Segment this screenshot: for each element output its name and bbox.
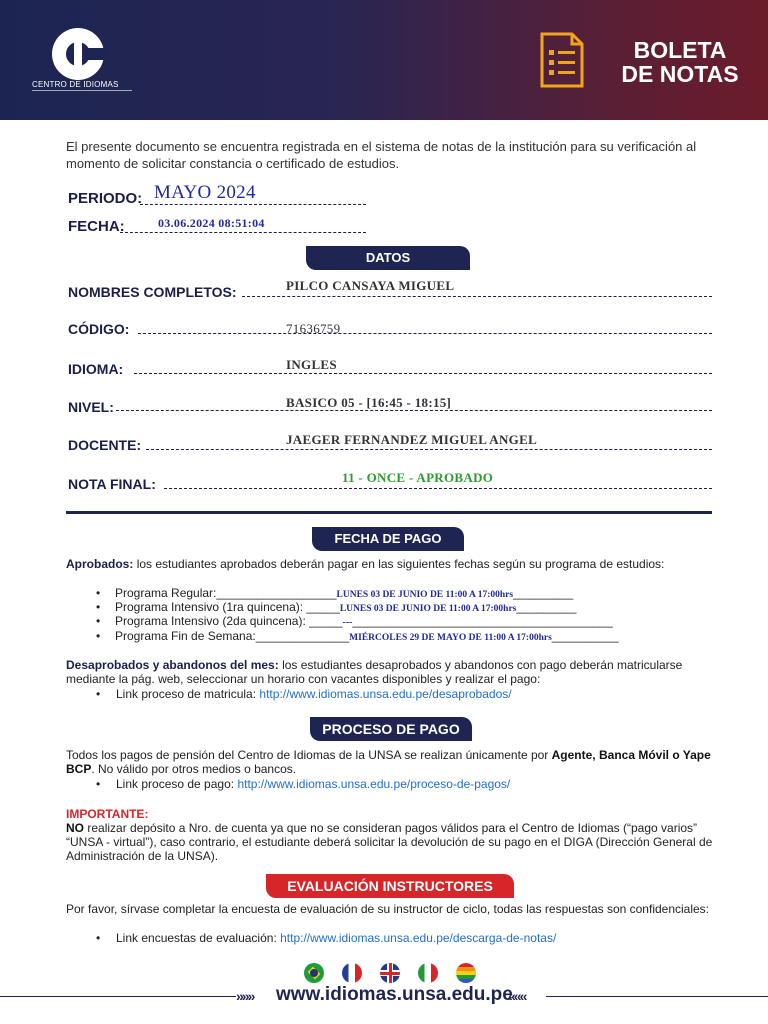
france-flag-icon xyxy=(342,963,362,983)
fecha-pago-section-title: FECHA DE PAGO xyxy=(312,527,464,551)
nivel-value: BASICO 05 - [16:45 - 18:15] xyxy=(286,395,452,410)
programa-fin-semana-item: Programa Fin de Semana:______________MIÉRCOLES 29 DE MAYO DE 11:00 A 17:00hrs__________ xyxy=(115,629,619,643)
centro-idiomas-logo xyxy=(32,28,132,98)
codigo-label: CÓDIGO: xyxy=(68,321,130,337)
nombres-label: NOMBRES COMPLETOS: xyxy=(68,284,237,300)
proceso-pago-paragraph: Todos los pagos de pensión del Centro de Idiomas de la UNSA se realizan únicamente por Agente, Banca Móvil o Yape BCP. No válido por otros medios o bancos. xyxy=(66,748,711,776)
idioma-label: IDIOMA: xyxy=(68,361,124,377)
footer-website-url[interactable]: www.idiomas.unsa.edu.pe xyxy=(276,984,513,1005)
nivel-label: NIVEL: xyxy=(68,399,114,415)
programa-intensivo-2-item: Programa Intensivo (2da quincena): _____---_______________________________________ xyxy=(115,614,613,628)
programa-intensivo-1-item: Programa Intensivo (1ra quincena): _____LUNES 03 DE JUNIO DE 11:00 A 17:00hrs_________ xyxy=(115,600,577,614)
rainbow-flag-icon xyxy=(456,963,476,983)
fecha-value: 03.06.2024 08:51:04 xyxy=(158,216,265,230)
periodo-value: MAYO 2024 xyxy=(154,182,256,203)
periodo-label: PERIODO: xyxy=(68,190,143,207)
programa-fin-semana-date: MIÉRCOLES 29 DE MAYO DE 11:00 A 17:00hrs xyxy=(349,633,552,643)
document-title: BOLETA DE NOTAS xyxy=(621,37,739,87)
desaprobados-label: Desaprobados y abandonos del mes: xyxy=(66,658,279,672)
desaprobados-paragraph: Desaprobados y abandonos del mes: los estudiantes desaprobados y abandonos con pago deberán matricularse mediante la pág. web, seleccionar un horario con vacantes disponibles y realizar el pago: xyxy=(66,658,683,686)
uk-flag-icon xyxy=(380,963,400,983)
programa-intensivo-1-date: LUNES 03 DE JUNIO DE 11:00 A 17:00hrs xyxy=(339,604,517,614)
fecha-label: FECHA: xyxy=(68,218,125,235)
intro-paragraph: El presente documento se encuentra registrada en el sistema de notas de la institución para su verificación al momento de solicitar constancia o certificado de estudios. xyxy=(66,139,697,171)
evaluacion-paragraph: Por favor, sírvase completar la encuesta de evaluación de su instructor de ciclo, todas las respuestas son confidenciales: xyxy=(66,902,710,916)
logo-text: CENTRO DE IDIOMAS xyxy=(32,80,119,89)
matricula-link-item: Link proceso de matricula: http://www.idiomas.unsa.edu.pe/desaprobados/ xyxy=(116,687,512,701)
section-divider xyxy=(66,511,712,514)
importante-paragraph: NO realizar depósito a Nro. de cuenta ya que no se consideran pagos válidos para el Centro de Idiomas (“pago varios” “UNSA - virtual”), caso contrario, el estudiante deberá solicitar la devolución de su pago en el DIGA (Dirección General de Administración de la UNSA). xyxy=(66,821,713,863)
evaluacion-link-item: Link encuestas de evaluación: http://www.idiomas.unsa.edu.pe/descarga-de-notas/ xyxy=(116,931,557,945)
proceso-pago-link-item: Link proceso de pago: http://www.idiomas.unsa.edu.pe/proceso-de-pagos/ xyxy=(116,777,511,791)
footer-arrows-left: »»» xyxy=(236,988,254,1004)
docente-label: DOCENTE: xyxy=(68,437,142,453)
matricula-link[interactable]: http://www.idiomas.unsa.edu.pe/desaprobados/ xyxy=(259,687,512,701)
docente-value: JAEGER FERNANDEZ MIGUEL ANGEL xyxy=(286,432,538,447)
datos-section-title: DATOS xyxy=(306,246,470,270)
aprobados-paragraph: Aprobados: los estudiantes aprobados deberán pagar en las siguientes fechas según su programa de estudios: xyxy=(66,557,665,571)
aprobados-label: Aprobados: xyxy=(66,557,134,571)
nota-final-label: NOTA FINAL: xyxy=(68,476,156,492)
importante-label: IMPORTANTE: xyxy=(66,807,149,821)
proceso-pago-section-title: PROCESO DE PAGO xyxy=(310,717,472,741)
proceso-pago-link[interactable]: http://www.idiomas.unsa.edu.pe/proceso-de-pagos/ xyxy=(237,777,511,791)
italy-flag-icon xyxy=(418,963,438,983)
evaluacion-link[interactable]: http://www.idiomas.unsa.edu.pe/descarga-de-notas/ xyxy=(280,931,557,945)
programa-regular-item: Programa Regular:__________________LUNES 03 DE JUNIO DE 11:00 A 17:00hrs_________ xyxy=(115,586,574,600)
programa-intensivo-2-date: --- xyxy=(342,617,353,628)
codigo-value: 71636759 xyxy=(286,321,341,336)
brazil-flag-icon xyxy=(304,963,324,983)
document-list-icon xyxy=(538,30,586,90)
footer-arrows-right: ««« xyxy=(508,988,526,1004)
idioma-value: INGLES xyxy=(286,357,337,372)
header-banner xyxy=(0,0,768,120)
nota-final-value: 11 - ONCE - APROBADO xyxy=(342,470,494,485)
nombres-value: PILCO CANSAYA MIGUEL xyxy=(286,278,455,293)
evaluacion-section-title: EVALUACIÓN INSTRUCTORES xyxy=(266,874,514,898)
programa-regular-date: LUNES 03 DE JUNIO DE 11:00 A 17:00hrs xyxy=(336,590,514,600)
